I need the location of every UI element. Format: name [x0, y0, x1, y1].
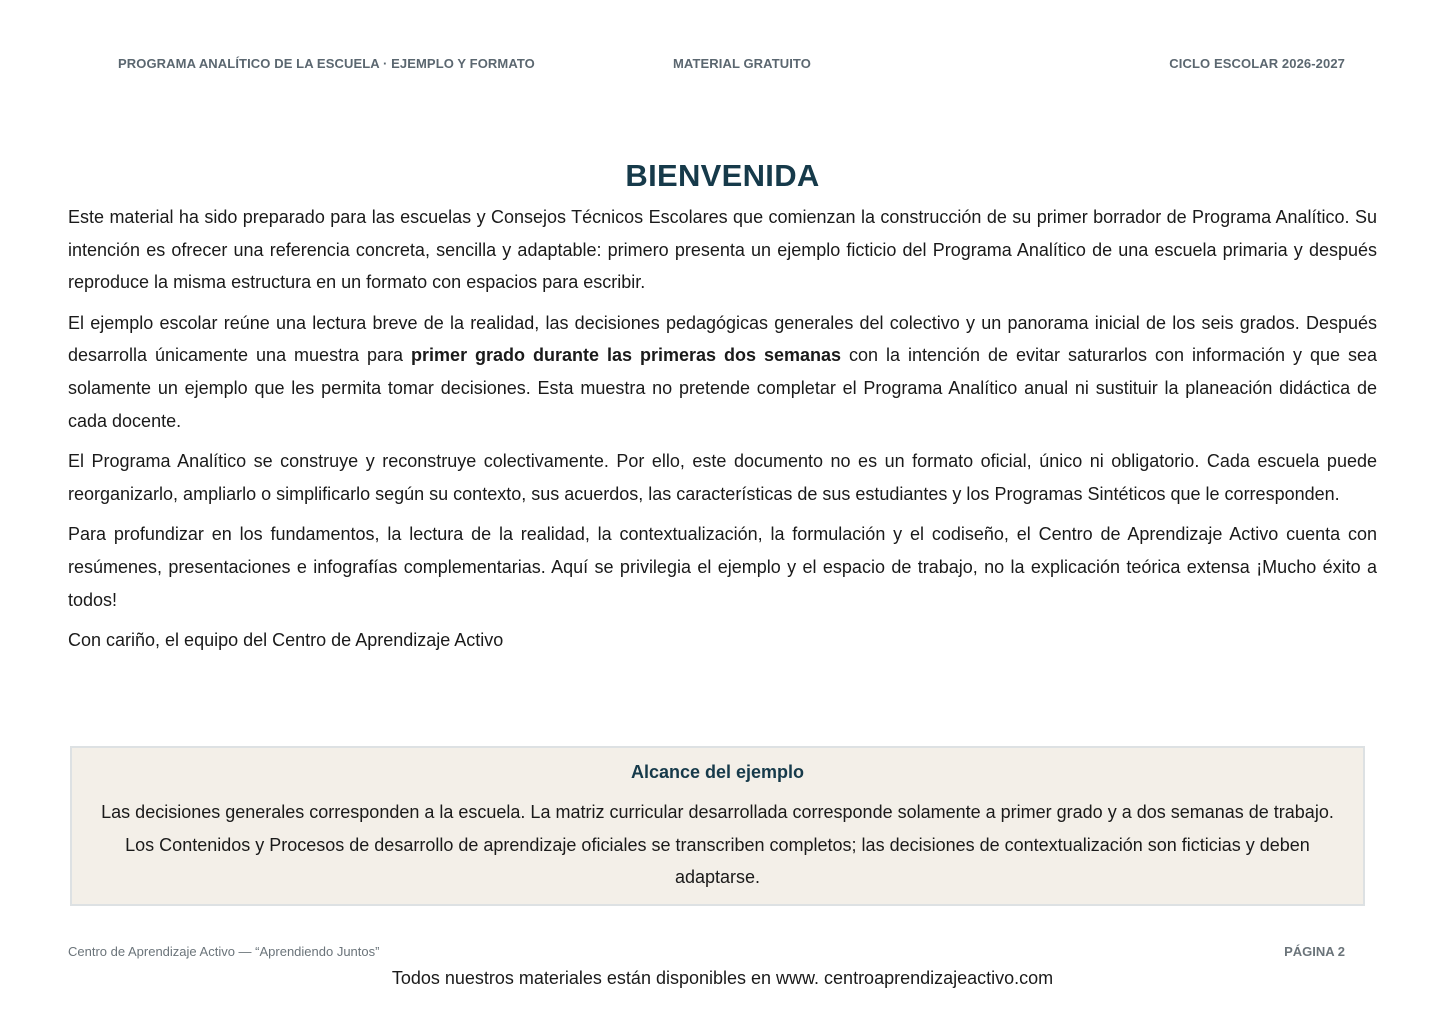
page-number: PÁGINA 2: [1284, 944, 1345, 959]
scope-box: [70, 746, 1365, 906]
paragraph-collective: El Programa Analítico se construye y reconstruye colectivamente. Por ello, este documento no es un formato oficial, único ni obligatorio. Cada escuela puede reorganizarlo, ampliarlo o simplificarlo según su contexto, sus acuerdos, las características de sus estudiantes y los Programas Sintéticos que le corresponden.: [68, 451, 1377, 504]
footer-website-note: Todos nuestros materiales están disponibles en www. centroaprendizajeactivo.com: [391, 968, 1054, 988]
footer-organization: Centro de Aprendizaje Activo — “Aprendiendo Juntos”: [68, 944, 380, 959]
paragraph-example-emphasis: primer grado durante las primeras dos semanas: [411, 345, 842, 366]
paragraph-example-start: El ejemplo escolar reúne una lectura breve de la realidad, las decisiones pedagógicas generales del colectivo y un panorama inicial de los seis grados. Después desarrolla únicamente una muestra para: [68, 312, 1377, 366]
paragraph-example: [68, 307, 1377, 437]
signature: Con cariño, el equipo del Centro de Aprendizaje Activo: [68, 630, 504, 651]
page-title: BIENVENIDA: [625, 158, 820, 193]
scope-box-title: Alcance del ejemplo: [630, 762, 805, 782]
header-free-material: MATERIAL GRATUITO: [673, 56, 811, 71]
scope-box-text: Las decisiones generales corresponden a la escuela. La matriz curricular desarrollada corresponde solamente a primer grado y a dos semanas de trabajo. Los Contenidos y Procesos de desarrollo de aprendizaje oficiales se transcriben completos; las decisiones de contextualización son ficticias y deben adaptarse.: [101, 802, 1334, 888]
paragraph-resources: Para profundizar en los fundamentos, la lectura de la realidad, la contextualización, la formulación y el codiseño, el Centro de Aprendizaje Activo cuenta con resúmenes, presentaciones e infografías complementarias. Aquí se privilegia el ejemplo y el espacio de trabajo, no la explicación teórica extensa ¡Mucho éxito a todos!: [68, 524, 1377, 610]
welcome-body: [68, 201, 1377, 665]
header-school-cycle: CICLO ESCOLAR 2026-2027: [1169, 56, 1345, 71]
header-document-title: PROGRAMA ANALÍTICO DE LA ESCUELA · EJEMPLO Y FORMATO: [118, 56, 535, 71]
paragraph-example-end: con la intención de evitar saturarlos con información y que sea solamente un ejemplo que les permita tomar decisiones. Esta muestra no pretende completar el Programa Analítico anual ni sustituir la planeación didáctica de cada docente.: [68, 345, 1377, 431]
running-header: [118, 56, 1345, 72]
paragraph-intro: Este material ha sido preparado para las escuelas y Consejos Técnicos Escolares que comienzan la construcción de su primer borrador de Programa Analítico. Su intención es ofrecer una referencia concreta, sencilla y adaptable: primero presenta un ejemplo ficticio del Programa Analítico de una escuela primaria y después reproduce la misma estructura en un formato con espacios para escribir.: [68, 207, 1377, 293]
